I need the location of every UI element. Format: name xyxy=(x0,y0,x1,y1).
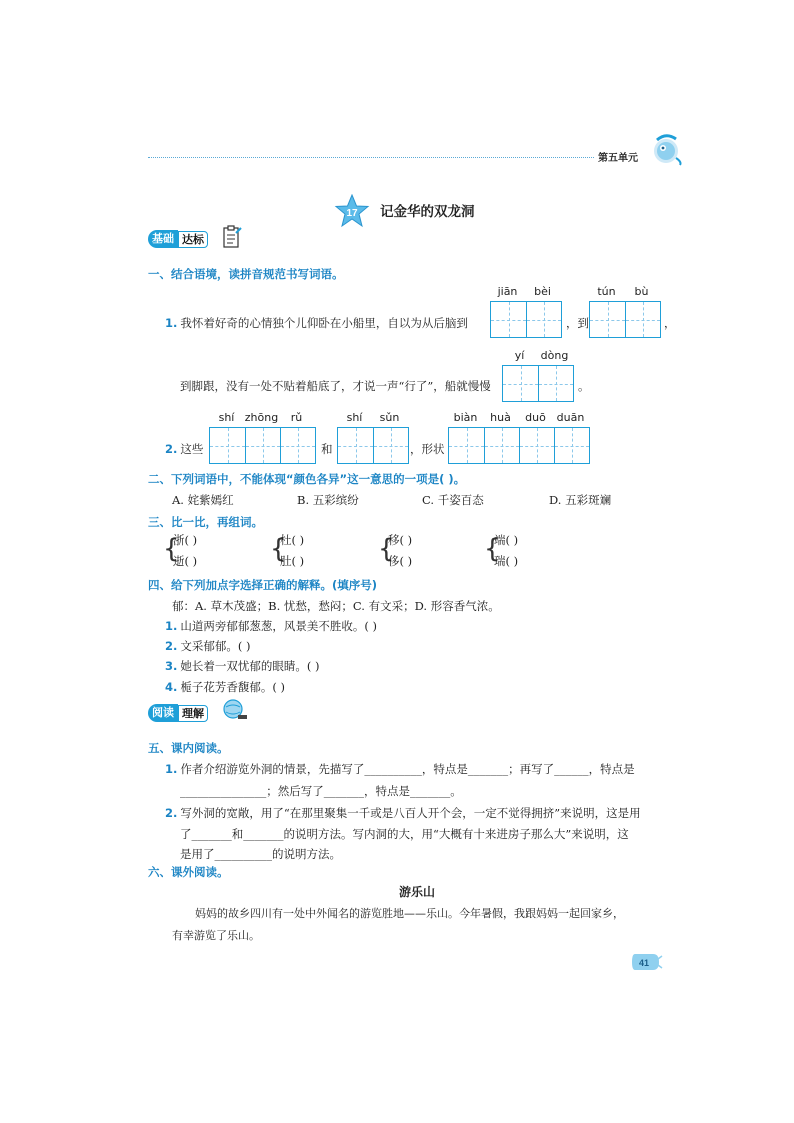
pair-top: 杜( ) xyxy=(280,533,305,547)
s5-q2-line3: 是用了__________的说明方法。 xyxy=(180,847,341,861)
s1-q1-text-b: ，到 xyxy=(566,316,589,330)
s1-q2-word-shizhongru xyxy=(209,411,316,464)
s4-item-3: 3. 她长着一双忧郁的眼睛。( ) xyxy=(165,659,320,673)
pinyin: duān xyxy=(556,411,585,424)
pinyin: zhōng xyxy=(244,411,279,424)
s2-option-c: C. 千姿百态 xyxy=(422,493,484,507)
pair-bottom: 逝( ) xyxy=(173,554,198,568)
page-number-badge xyxy=(631,953,663,971)
write-cell[interactable] xyxy=(519,428,554,463)
tag-read-a: 阅读 xyxy=(148,704,178,722)
s1-q1-word-yidong xyxy=(502,349,574,402)
passage-line-1: 妈妈的故乡四川有一处中外闻名的游览胜地——乐山。今年暑假，我跟妈妈一起回家乡， xyxy=(195,907,624,920)
s1-q1-word-jianbei xyxy=(490,285,562,338)
pair-top: 端( ) xyxy=(494,533,519,547)
brace-icon: { xyxy=(378,534,395,564)
write-cell[interactable] xyxy=(338,428,373,463)
tag-read-b: 理解 xyxy=(178,705,208,722)
passage-title: 游乐山 xyxy=(399,885,436,899)
s5-q1-line2: _______________；然后写了_______，特点是_______。 xyxy=(180,784,462,798)
write-cell[interactable] xyxy=(449,428,484,463)
section2-heading: 二、下列词语中，不能体现“颜色各异”这一意思的一项是( )。 xyxy=(148,472,466,486)
s1-q1-text-a: 1. 我怀着好奇的心情独个儿仰卧在小船里，自以为从后脑到 xyxy=(165,316,468,330)
section3-heading: 三、比一比，再组词。 xyxy=(148,515,263,529)
write-cell[interactable] xyxy=(538,366,573,401)
unit-label: 第五单元 xyxy=(598,153,638,164)
page-number: 41 xyxy=(638,958,650,968)
section-tag-read xyxy=(148,704,208,722)
pinyin: sǔn xyxy=(379,411,400,424)
s1-q2-text-a: 2. 这些 xyxy=(165,442,204,456)
write-cell[interactable] xyxy=(625,302,660,337)
write-cell[interactable] xyxy=(554,428,589,463)
write-cell[interactable] xyxy=(503,366,538,401)
pinyin: duō xyxy=(525,411,546,424)
write-cell[interactable] xyxy=(590,302,625,337)
mascot-icon xyxy=(648,132,684,166)
s1-q1-text-e: 。 xyxy=(578,379,590,393)
s4-item-4: 4. 栀子花芳香馥郁。( ) xyxy=(165,680,286,694)
clipboard-icon xyxy=(222,225,242,249)
section-tag-basic xyxy=(148,230,208,248)
write-cell[interactable] xyxy=(280,428,315,463)
s4-definition: 郁：A. 草木茂盛；B. 忧愁，愁闷；C. 有文采；D. 形容香气浓。 xyxy=(172,599,500,613)
brace-icon: { xyxy=(163,534,180,564)
pinyin: yí xyxy=(514,349,525,362)
pinyin: shí xyxy=(346,411,363,424)
pair-bottom: 肚( ) xyxy=(280,554,305,568)
section5-heading: 五、课内阅读。 xyxy=(148,741,229,755)
pinyin: huà xyxy=(490,411,511,424)
s5-q2-line1: 2. 写外洞的宽敞，用了“在那里聚集一千或是八百人开个会，一定不觉得拥挤”来说明，这是用 xyxy=(165,806,641,820)
write-cell[interactable] xyxy=(491,302,526,337)
s1-q1-word-tunbu xyxy=(589,285,661,338)
brace-icon: { xyxy=(484,534,501,564)
write-cell[interactable] xyxy=(245,428,280,463)
s1-q2-text-c: ，形状 xyxy=(410,442,445,456)
s1-q1-text-c: ， xyxy=(664,316,676,330)
brace-icon: { xyxy=(270,534,287,564)
s4-item-2: 2. 文采郁郁。( ) xyxy=(165,639,251,653)
write-cell[interactable] xyxy=(373,428,408,463)
pinyin: rǔ xyxy=(290,411,303,424)
pair-bottom: 瑞( ) xyxy=(494,554,519,568)
s5-q1-line1: 1. 作者介绍游览外洞的情景，先描写了__________，特点是_______；再写了______，特点是 xyxy=(165,762,635,776)
pinyin: shí xyxy=(218,411,235,424)
write-cell[interactable] xyxy=(484,428,519,463)
section1-heading: 一、结合语境，读拼音规范书写词语。 xyxy=(148,267,344,281)
s4-item-1: 1. 山道两旁郁郁葱葱，风景美不胜收。( ) xyxy=(165,619,378,633)
pinyin: bù xyxy=(634,285,649,298)
tag-basic-a: 基础 xyxy=(148,230,178,248)
pair-bottom: 侈( ) xyxy=(388,554,413,568)
pinyin: bèi xyxy=(534,285,551,298)
passage-line-2: 有幸游览了乐山。 xyxy=(172,929,260,942)
tag-basic-b: 达标 xyxy=(178,231,208,248)
lesson-title: 记金华的双龙洞 xyxy=(380,204,475,220)
write-cell[interactable] xyxy=(526,302,561,337)
s2-option-b: B. 五彩缤纷 xyxy=(297,493,359,507)
globe-icon xyxy=(222,698,248,722)
pinyin: tún xyxy=(597,285,616,298)
s1-q2-text-b: 和 xyxy=(321,442,333,456)
pinyin: dòng xyxy=(540,349,569,362)
section4-heading: 四、给下列加点字选择正确的解释。(填序号) xyxy=(148,578,378,592)
s1-q2-word-bianhuaduoduan xyxy=(448,411,590,464)
s1-q1-text-d: 到脚跟，没有一处不贴着船底了，才说一声“行了”，船就慢慢 xyxy=(180,379,491,393)
pinyin: biàn xyxy=(453,411,478,424)
s5-q2-line2: 了_______和_______的说明方法。写内洞的大，用“大概有十来进房子那么大”来说明，这 xyxy=(180,827,629,841)
lesson-number-star-icon xyxy=(334,194,370,228)
s1-q2-word-shisun xyxy=(337,411,409,464)
pinyin: jiān xyxy=(497,285,518,298)
s2-option-a: A. 姹紫嫣红 xyxy=(172,493,234,507)
pair-top: 移( ) xyxy=(388,533,413,547)
s2-option-d: D. 五彩斑斓 xyxy=(549,493,612,507)
pair-top: 浙( ) xyxy=(173,533,198,547)
write-cell[interactable] xyxy=(210,428,245,463)
header-divider xyxy=(148,157,594,158)
section6-heading: 六、课外阅读。 xyxy=(148,865,229,879)
lesson-number: 17 xyxy=(346,208,358,219)
